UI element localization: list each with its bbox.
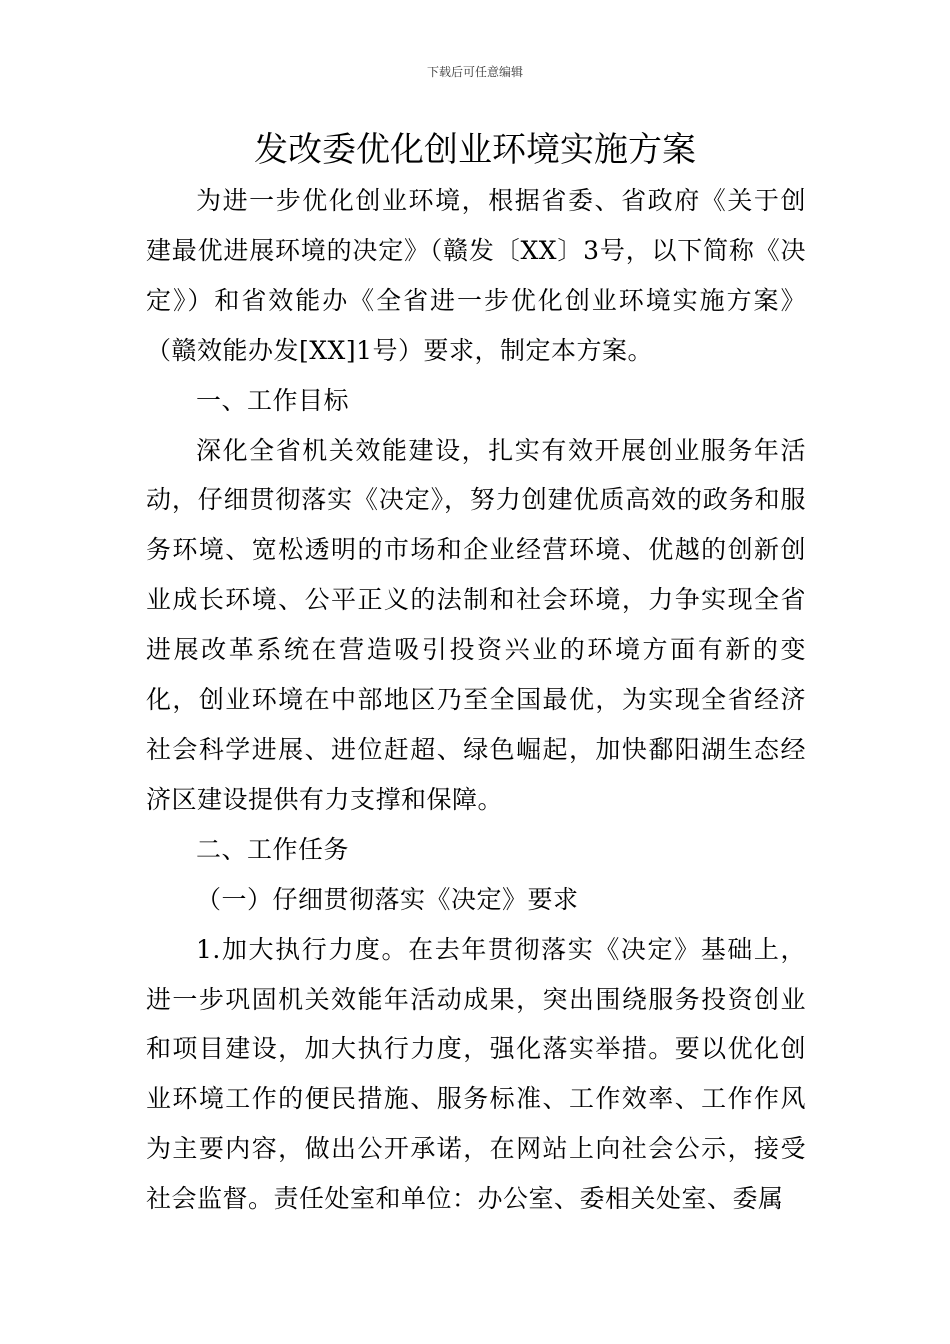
- section-heading-goals: 一、工作目标: [196, 385, 350, 415]
- document-title: 发改委优化创业环境实施方案: [254, 130, 696, 170]
- paragraph-task-1: 1.加大执行力度。在去年贯彻落实《决定》基础上，进一步巩固机关效能年活动成果，突出围绕服务投资创业和项目建设，加大执行力度，强化落实举措。要以优化创业环境工作的便民措施、服务标准、工作效率、工作作风为主要内容，做出公开承诺，在网站上向社会公示，接受社会监督。责任处室和单位：办公室、委相关处室、委属: [146, 934, 806, 1214]
- subsection-heading-1: （一）仔细贯彻落实《决定》要求: [196, 884, 579, 914]
- paragraph-goals: 深化全省机关效能建设，扎实有效开展创业服务年活动，仔细贯彻落实《决定》，努力创建优质高效的政务和服务环境、宽松透明的市场和企业经营环境、优越的创新创业成长环境、公平正义的法制和社会环境，力争实现全省进展改革系统在营造吸引投资兴业的环境方面有新的变化，创业环境在中部地区乃至全国最优，为实现全省经济社会科学进展、进位赶超、绿色崛起，加快鄱阳湖生态经济区建设提供有力支撑和保障。: [146, 435, 806, 814]
- document-body: [146, 176, 806, 1224]
- section-heading-tasks: 二、工作任务: [196, 834, 350, 864]
- paragraph-intro: 为进一步优化创业环境，根据省委、省政府《关于创建最优进展环境的决定》（赣发〔XX〕3号，以下简称《决定》）和省效能办《全省进一步优化创业环境实施方案》（赣效能办发[XX]1号）要求，制定本方案。: [146, 186, 806, 365]
- header-note: 下载后可任意编辑: [426, 65, 523, 79]
